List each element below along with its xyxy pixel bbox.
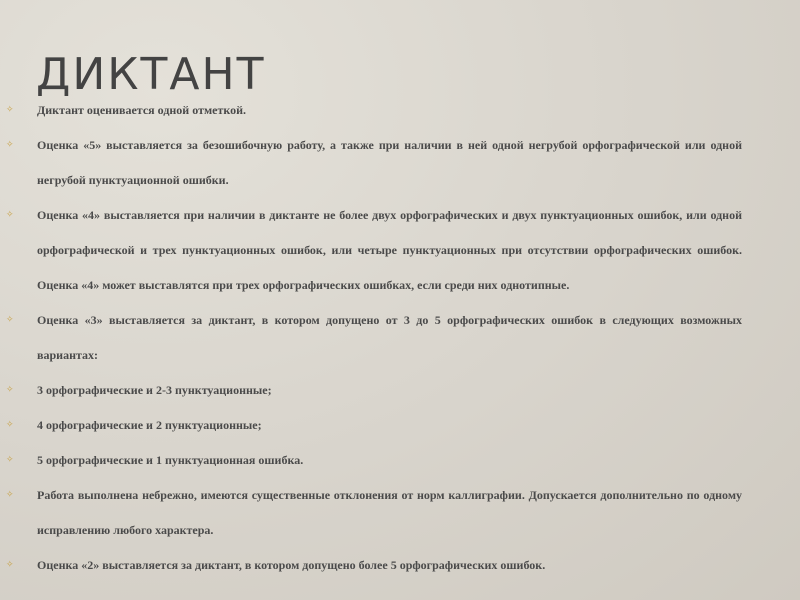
slide-title: ДИКТАНТ: [36, 49, 266, 100]
bullet-text: Работа выполнена небрежно, имеются существенные отклонения от норм каллиграфии. Допускается дополнительно по одному исправлению любого характера.: [37, 488, 742, 537]
bullet-icon: ✧: [6, 105, 14, 115]
bullet-icon: ✧: [6, 315, 14, 325]
bullet-item-9: [6, 548, 742, 583]
bullet-text: Оценка «2» выставляется за диктант, в котором допущено более 5 орфографических ошибок.: [37, 558, 546, 572]
bullet-text: Оценка «4» выставляется при наличии в диктанте не более двух орфографических и двух пунктуационных ошибок, или одной орфографической и трех пунктуационных ошибок, или четыре пунктуационных при отсутствии орфографических ошибок. Оценка «4» может выставлятся при трех орфографических ошибках, если среди них однотипные.: [37, 208, 742, 292]
bullet-icon: ✧: [6, 490, 14, 500]
bullet-icon: ✧: [6, 385, 14, 395]
bullet-icon: ✧: [6, 140, 14, 150]
bullet-item-5: [6, 373, 742, 408]
bullet-item-4: [6, 303, 742, 373]
bullet-text: Оценка «3» выставляется за диктант, в котором допущено от 3 до 5 орфографических ошибок в следующих возможных вариантах:: [37, 313, 742, 362]
bullet-icon: ✧: [6, 455, 14, 465]
bullet-icon: ✧: [6, 210, 14, 220]
bullet-icon: ✧: [6, 420, 14, 430]
bullet-text: 5 орфографические и 1 пунктуационная ошибка.: [37, 453, 304, 467]
bullet-item-8: [6, 478, 742, 548]
bullet-item-1: [6, 93, 742, 128]
bullet-text: Диктант оценивается одной отметкой.: [37, 103, 247, 117]
bullet-text: Оценка «5» выставляется за безошибочную работу, а также при наличии в ней одной негрубой орфографической или одной негрубой пунктуационной ошибки.: [37, 138, 742, 187]
bullet-item-7: [6, 443, 742, 478]
bullet-item-2: [6, 128, 742, 198]
bullet-text: 3 орфографические и 2-3 пунктуационные;: [37, 383, 272, 397]
bullet-list: [6, 93, 742, 583]
bullet-text: 4 орфографические и 2 пунктуационные;: [37, 418, 262, 432]
bullet-item-3: [6, 198, 742, 303]
bullet-icon: ✧: [6, 560, 14, 570]
bullet-item-6: [6, 408, 742, 443]
